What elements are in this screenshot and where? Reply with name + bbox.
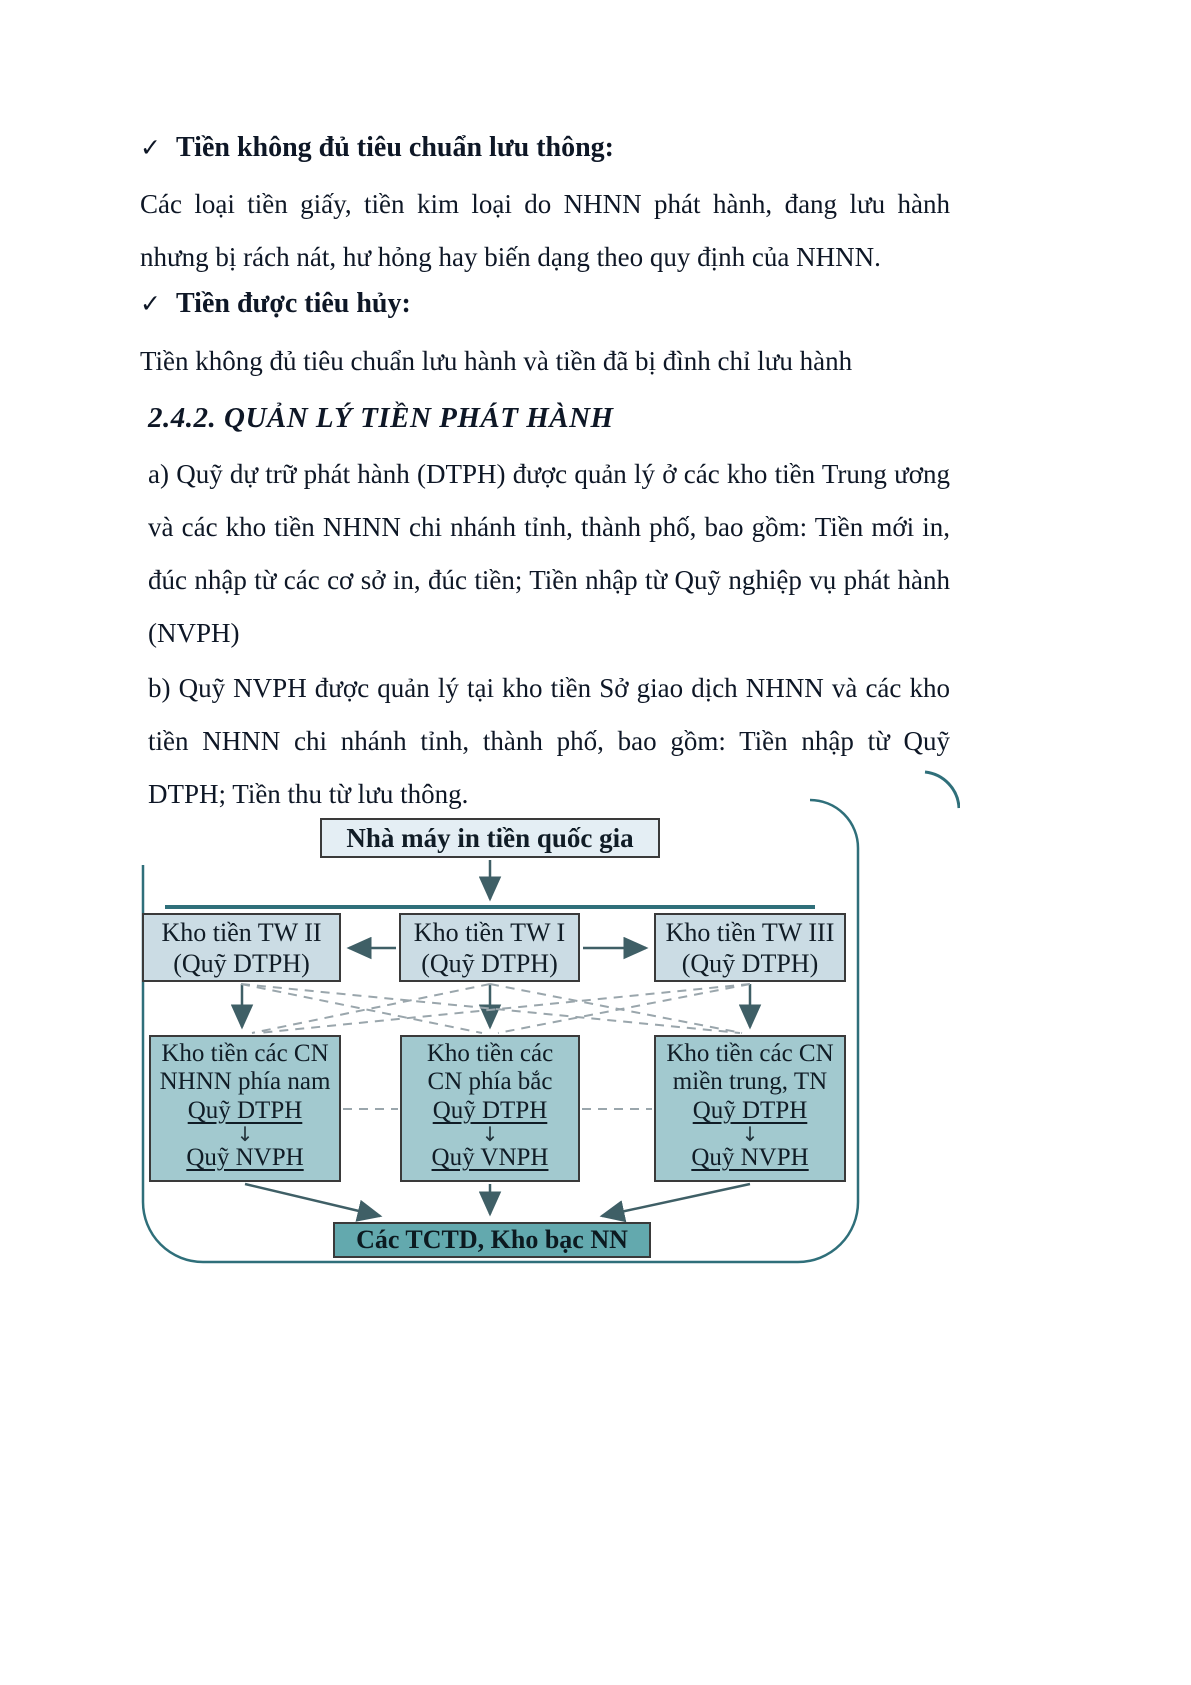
paragraph-b: b) Quỹ NVPH được quản lý tại kho tiền Sở giao dịch NHNN và các kho tiền NHNN chi nhánh tỉnh, thành phố, bao gồm: Tiền nhập từ Quỹ DTPH; Tiền thu từ lưu thông. (148, 673, 950, 809)
node-line: Kho tiền TW II (161, 918, 322, 947)
paragraph-tien-tieu-huy: Tiền không đủ tiêu chuẩn lưu hành và tiền đã bị đình chỉ lưu hành (140, 346, 853, 376)
down-arrow-icon: ↓ (741, 1122, 759, 1146)
fund-dtph-label: Quỹ DTPH (187, 1097, 303, 1124)
node-line: Kho tiền các CN (161, 1040, 329, 1067)
node-line: CN phía bắc (427, 1068, 553, 1095)
heading-text: Tiền được tiêu hủy: (176, 288, 411, 319)
down-arrow-icon: ↓ (481, 1122, 499, 1146)
diagram-node-cn-mien-trung (654, 1035, 846, 1182)
node-line: (Quỹ DTPH) (681, 949, 819, 978)
heading-text: Tiền không đủ tiêu chuẩn lưu thông: (176, 132, 615, 163)
down-arrow-icon: ↓ (236, 1122, 254, 1146)
money-issuance-diagram (130, 760, 960, 1280)
slide-frame-border (143, 800, 858, 1262)
fund-dtph-label: Quỹ DTPH (432, 1097, 548, 1124)
text-content (140, 128, 950, 821)
node-line: Kho tiền các (426, 1040, 554, 1067)
checkmark-icon: ✓ (140, 289, 161, 318)
heading-tien-duoc-tieu-huy (140, 284, 950, 324)
diagram-node-cn-phia-bac (400, 1035, 580, 1182)
diagram-node-kho-tien-tw3 (654, 913, 846, 982)
diagram-node-national-printing-factory: Nhà máy in tiền quốc gia (320, 818, 660, 858)
diagram-node-kho-tien-tw1 (399, 913, 580, 982)
fund-nvph-label: Quỹ NVPH (186, 1144, 304, 1171)
heading-tien-khong-du-tieu-chuan (140, 128, 950, 168)
node-line: (Quỹ DTPH) (421, 949, 558, 978)
diagram-node-kho-tien-tw2 (142, 913, 341, 982)
node-line: NHNN phía nam (159, 1068, 331, 1095)
slide-frame-corner-fragment (925, 772, 959, 808)
node-line: miền trung, TN (672, 1068, 828, 1095)
node-line: Kho tiền TW III (665, 918, 835, 947)
fund-nvph-label: Quỹ NVPH (691, 1144, 809, 1171)
diagram-node-tctd-kho-bac: Các TCTD, Kho bạc NN (333, 1222, 651, 1258)
paragraph-a: a) Quỹ dự trữ phát hành (DTPH) được quản lý ở các kho tiền Trung ương và các kho tiền NHNN chi nhánh tỉnh, thành phố, bao gồm: Tiền mới in, đúc nhập từ các cơ sở in, đúc tiền; Tiền nhập từ Quỹ nghiệp vụ phát hành (NVPH) (148, 459, 950, 648)
fund-vnph-label: Quỹ VNPH (431, 1144, 549, 1171)
node-line: Kho tiền TW I (413, 918, 566, 947)
checkmark-icon: ✓ (140, 133, 161, 162)
node-line: Kho tiền các CN (666, 1040, 834, 1067)
diagram-node-cn-phia-nam (149, 1035, 341, 1182)
node-line: (Quỹ DTPH) (173, 949, 310, 978)
fund-dtph-label: Quỹ DTPH (692, 1097, 808, 1124)
paragraph-tien-khong-du: Các loại tiền giấy, tiền kim loại do NHNN phát hành, đang lưu hành nhưng bị rách nát, hư hỏng hay biến dạng theo quy định của NHNN. (140, 189, 950, 272)
section-heading-242: 2.4.2. QUẢN LÝ TIỀN PHÁT HÀNH (148, 402, 614, 434)
